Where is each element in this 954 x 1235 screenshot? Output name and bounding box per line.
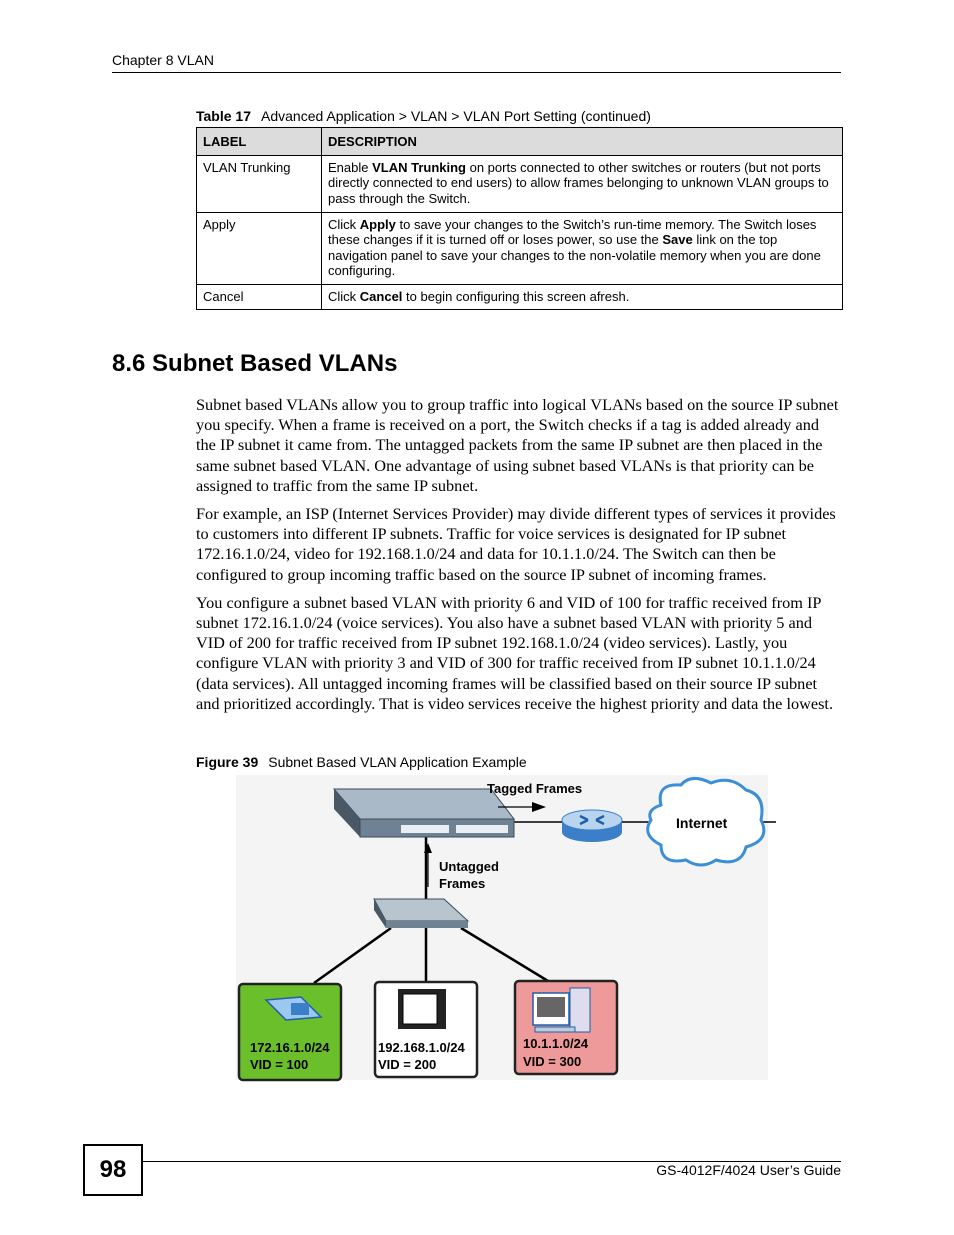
table-header-row <box>197 128 843 156</box>
subnet-label: 192.168.1.0/24 <box>378 1040 465 1055</box>
column-header: LABEL <box>197 128 322 156</box>
row-label: Cancel <box>197 284 322 310</box>
paragraph: For example, an ISP (Internet Services Provider) may divide different types of services it provides to customers into different IP subnets. Traffic for voice services is designated for IP subnet 172.16.1.0/24, video for 192.168.1.0/24 and data for 10.1.1.0/24. The Switch can then be configured to group incoming traffic based on the source IP subnet of incoming frames. <box>196 504 836 584</box>
figure-number: Figure 39 <box>196 754 259 770</box>
chapter-header: Chapter 8 VLAN <box>112 52 214 68</box>
network-diagram <box>236 775 776 1085</box>
section-body <box>196 395 842 722</box>
vid-label: VID = 300 <box>523 1054 582 1069</box>
subnet-label: 172.16.1.0/24 <box>250 1040 330 1055</box>
page-number: 98 <box>83 1144 143 1196</box>
video-node <box>375 982 477 1077</box>
row-label: Apply <box>197 212 322 284</box>
settings-table <box>196 127 843 310</box>
row-description: Click Cancel to begin configuring this screen afresh. <box>322 284 843 310</box>
figure-caption <box>196 754 527 770</box>
data-node <box>515 981 617 1074</box>
voice-node <box>239 984 341 1080</box>
vid-label: VID = 100 <box>250 1057 309 1072</box>
table-row <box>197 212 843 284</box>
computer-icon <box>533 988 590 1032</box>
row-description: Enable VLAN Trunking on ports connected to other switches or routers (but not ports directly connected to end users) to allow frames belonging to unknown VLAN groups to pass through the Switch. <box>322 155 843 212</box>
core-switch-icon <box>334 789 514 837</box>
internet-label: Internet <box>676 815 728 831</box>
column-header: DESCRIPTION <box>322 128 843 156</box>
router-icon <box>562 810 622 842</box>
row-description: Click Apply to save your changes to the Switch’s run-time memory. The Switch loses these changes if it is turned off or loses power, so use the Save link on the top navigation panel to save your changes to the non-volatile memory when you are done configuring. <box>322 212 843 284</box>
untagged-label: Untagged <box>439 859 499 874</box>
monitor-icon <box>398 989 446 1029</box>
paragraph: Subnet based VLANs allow you to group traffic into logical VLANs based on the source IP subnet you specify. When a frame is received on a port, the Switch checks if a tag is added already and the IP subnet it came from. The untagged packets from the same IP subnet are then placed in the same subnet based VLAN. One advantage of using subnet based VLANs is that priority can be assigned to traffic from the same IP subnet. <box>196 395 839 495</box>
paragraph: You configure a subnet based VLAN with priority 6 and VID of 100 for traffic received from IP subnet 172.16.1.0/24 (voice services). You also have a subnet based VLAN with priority 5 and VID of 200 for traffic received from IP subnet 192.168.1.0/24 (video services). Lastly, you configure VLAN with priority 3 and VID of 300 for traffic received from IP subnet 10.1.1.0/24 (data services). All untagged incoming frames will be classified based on their source IP subnet and prioritized accordingly. That is video services receive the highest priority and data the lowest. <box>196 592 834 713</box>
subnet-label: 10.1.1.0/24 <box>523 1036 589 1051</box>
table-row <box>197 284 843 310</box>
tagged-frames-label: Tagged Frames <box>487 781 583 796</box>
frames-label: Frames <box>439 876 486 891</box>
table-row <box>197 155 843 212</box>
guide-title: GS-4012F/4024 User’s Guide <box>656 1162 841 1178</box>
row-label: VLAN Trunking <box>197 155 322 212</box>
vid-label: VID = 200 <box>378 1057 437 1072</box>
section-heading: 8.6 Subnet Based VLANs <box>112 350 398 377</box>
figure-title: Subnet Based VLAN Application Example <box>268 754 527 770</box>
header-rule <box>112 72 841 73</box>
table-caption <box>196 108 651 124</box>
table-number: Table 17 <box>196 108 251 124</box>
table-title: Advanced Application > VLAN > VLAN Port Setting (continued) <box>261 108 651 124</box>
